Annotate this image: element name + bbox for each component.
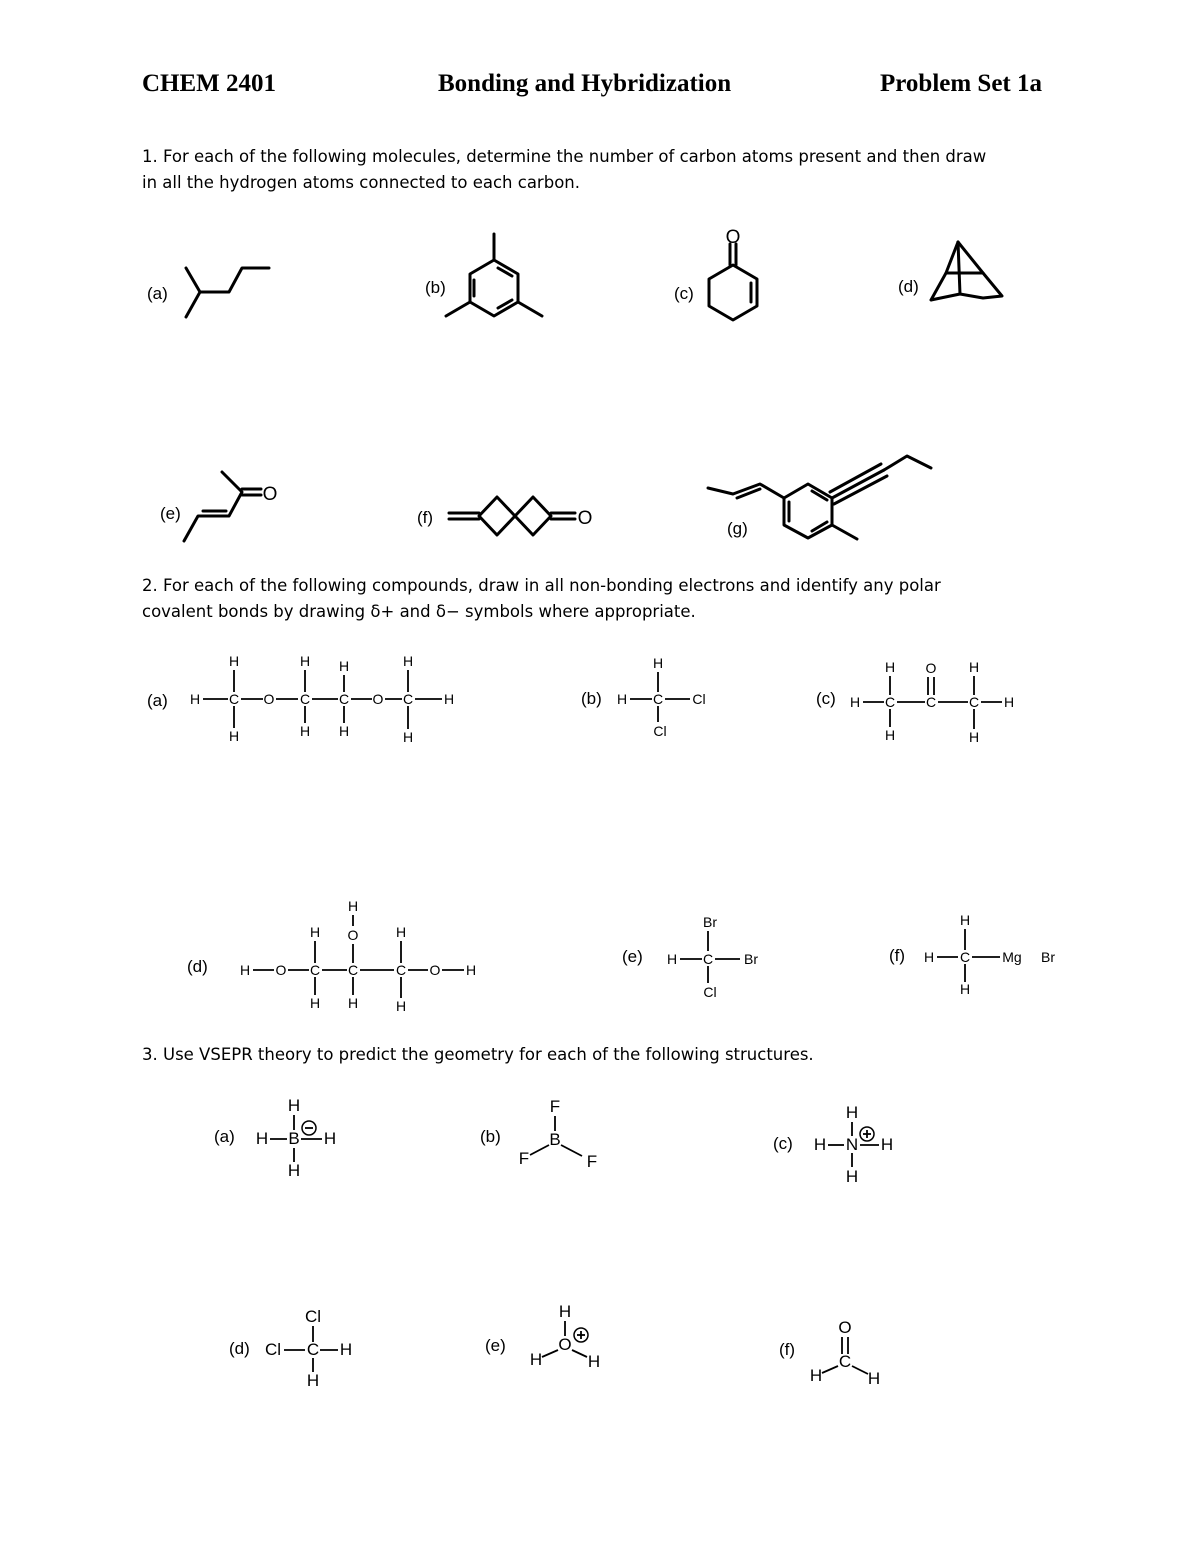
atom-h: H xyxy=(338,723,350,739)
atom-h: H xyxy=(228,653,240,669)
q2-label-c: (c) xyxy=(816,689,836,708)
atom-h: H xyxy=(228,728,240,744)
atom-f: F xyxy=(549,1097,561,1116)
atom-c: C xyxy=(925,694,937,710)
atom-c: C xyxy=(228,691,240,707)
atom-o: O xyxy=(558,1335,572,1354)
atom-h: H xyxy=(309,924,321,940)
q3e-structure xyxy=(530,1302,600,1371)
atom-h: H xyxy=(287,1161,301,1180)
question-2-line-1: 2. For each of the following compounds, draw in all non-bonding electrons and identify any polar xyxy=(142,576,941,595)
atom-f: F xyxy=(586,1152,598,1171)
atom-h: H xyxy=(255,1129,269,1148)
atom-c: C xyxy=(838,1352,852,1371)
q2-label-e: (e) xyxy=(622,947,643,966)
atom-h: H xyxy=(666,951,678,967)
atom-h: H xyxy=(339,1340,353,1359)
problem-set-title: Problem Set 1a xyxy=(880,70,1043,97)
atom-c: C xyxy=(306,1340,320,1359)
atom-cl: Cl xyxy=(653,723,667,739)
q1-label-a: (a) xyxy=(147,284,168,303)
q2d-structure xyxy=(240,898,476,1014)
atom-h: H xyxy=(558,1302,572,1321)
atom-h: H xyxy=(867,1369,881,1388)
worksheet-topic: Bonding and Hybridization xyxy=(438,70,732,97)
q2-label-f: (f) xyxy=(889,946,906,965)
atom-o: O xyxy=(838,1318,852,1337)
atom-c: C xyxy=(402,691,414,707)
q1f-oxygen: O xyxy=(577,508,593,529)
q3f-structure xyxy=(810,1318,880,1388)
q1g-structure xyxy=(708,456,931,539)
atom-c: C xyxy=(702,951,714,967)
atom-h: H xyxy=(959,912,971,928)
q2-label-d: (d) xyxy=(187,957,208,976)
atom-c: C xyxy=(347,962,359,978)
atom-h: H xyxy=(849,694,861,710)
q1-label-b: (b) xyxy=(425,278,446,297)
q1-label-e: (e) xyxy=(160,504,181,523)
atom-h: H xyxy=(587,1352,601,1371)
q1b-structure xyxy=(446,234,542,316)
atom-h: H xyxy=(968,659,980,675)
atom-cl: Cl xyxy=(703,984,717,1000)
atom-h: H xyxy=(347,898,359,914)
atom-o: O xyxy=(429,962,441,978)
q1-label-c: (c) xyxy=(674,284,694,303)
question-2-line-2: covalent bonds by drawing δ+ and δ− symbols where appropriate. xyxy=(142,602,696,621)
q2f-structure xyxy=(924,912,1055,997)
atom-h: H xyxy=(884,659,896,675)
q1d-structure xyxy=(931,242,1002,300)
atom-h: H xyxy=(923,949,935,965)
atom-h: H xyxy=(443,691,455,707)
atom-b: B xyxy=(288,1129,300,1148)
q1-label-f: (f) xyxy=(417,508,434,527)
atom-cl: Cl xyxy=(264,1340,282,1359)
atom-h: H xyxy=(616,691,628,707)
atom-mg: Mg xyxy=(1002,949,1022,965)
atom-c: C xyxy=(299,691,311,707)
q1c-structure xyxy=(709,227,757,320)
course-code: CHEM 2401 xyxy=(142,70,277,97)
q2a-structure xyxy=(190,653,454,745)
q2e-structure xyxy=(667,914,758,1000)
atom-h: H xyxy=(880,1135,894,1154)
atom-h: H xyxy=(395,924,407,940)
atom-h: H xyxy=(652,655,664,671)
atom-h: H xyxy=(338,658,350,674)
atom-n: N xyxy=(845,1135,859,1154)
q3a-structure xyxy=(256,1096,336,1180)
atom-h: H xyxy=(465,962,477,978)
q2c-structure xyxy=(850,659,1014,745)
q3-label-d: (d) xyxy=(229,1339,250,1358)
q3-label-b: (b) xyxy=(480,1127,501,1146)
atom-h: H xyxy=(347,995,359,1011)
q3c-structure xyxy=(814,1103,893,1186)
q1e-structure xyxy=(184,472,277,541)
atom-h: H xyxy=(299,653,311,669)
q3b-structure xyxy=(519,1097,597,1171)
q1e-oxygen: O xyxy=(262,484,278,505)
atom-h: H xyxy=(395,998,407,1014)
atom-c: C xyxy=(959,949,971,965)
atom-h: H xyxy=(189,691,201,707)
q1-label-g: (g) xyxy=(727,519,748,538)
atom-h: H xyxy=(959,981,971,997)
q3d-structure xyxy=(265,1307,352,1390)
question-3-line-1: 3. Use VSEPR theory to predict the geometry for each of the following structures. xyxy=(142,1045,814,1064)
atom-h: H xyxy=(1003,694,1015,710)
atom-h: H xyxy=(402,729,414,745)
atom-h: H xyxy=(239,962,251,978)
atom-br: Br xyxy=(744,951,758,967)
q1-label-d: (d) xyxy=(898,277,919,296)
atom-c: C xyxy=(395,962,407,978)
atom-c: C xyxy=(884,694,896,710)
atom-cl: Cl xyxy=(304,1307,322,1326)
atom-h: H xyxy=(845,1167,859,1186)
atom-c: C xyxy=(338,691,350,707)
atom-h: H xyxy=(968,729,980,745)
atom-h: H xyxy=(287,1096,301,1115)
atom-h: H xyxy=(529,1350,543,1369)
atom-h: H xyxy=(884,727,896,743)
atom-h: H xyxy=(809,1366,823,1385)
atom-o: O xyxy=(263,691,275,707)
atom-h: H xyxy=(299,723,311,739)
atom-o: O xyxy=(372,691,384,707)
question-1-line-1: 1. For each of the following molecules, determine the number of carbon atoms present and then draw xyxy=(142,147,987,166)
q3-label-e: (e) xyxy=(485,1336,506,1355)
atom-f: F xyxy=(518,1149,530,1168)
atom-br: Br xyxy=(703,914,717,930)
atom-h: H xyxy=(306,1371,320,1390)
q2b-structure xyxy=(617,655,706,739)
question-1-line-2: in all the hydrogen atoms connected to each carbon. xyxy=(142,173,580,192)
q1a-structure xyxy=(186,268,269,317)
q1f-structure xyxy=(449,497,592,535)
q1c-oxygen: O xyxy=(725,227,741,248)
atom-c: C xyxy=(309,962,321,978)
q3-label-c: (c) xyxy=(773,1134,793,1153)
atom-h: H xyxy=(323,1129,337,1148)
atom-h: H xyxy=(309,995,321,1011)
atom-o: O xyxy=(925,660,937,676)
atom-h: H xyxy=(845,1103,859,1122)
q2-label-b: (b) xyxy=(581,689,602,708)
atom-cl: Cl xyxy=(692,691,706,707)
atom-h: H xyxy=(402,653,414,669)
q2-label-a: (a) xyxy=(147,691,168,710)
atom-h: H xyxy=(813,1135,827,1154)
atom-o: O xyxy=(347,927,359,943)
atom-o: O xyxy=(275,962,287,978)
atom-c: C xyxy=(652,691,664,707)
atom-c: C xyxy=(968,694,980,710)
atom-b: B xyxy=(549,1130,561,1149)
q3-label-a: (a) xyxy=(214,1127,235,1146)
atom-br: Br xyxy=(1041,949,1055,965)
q3-label-f: (f) xyxy=(779,1340,796,1359)
